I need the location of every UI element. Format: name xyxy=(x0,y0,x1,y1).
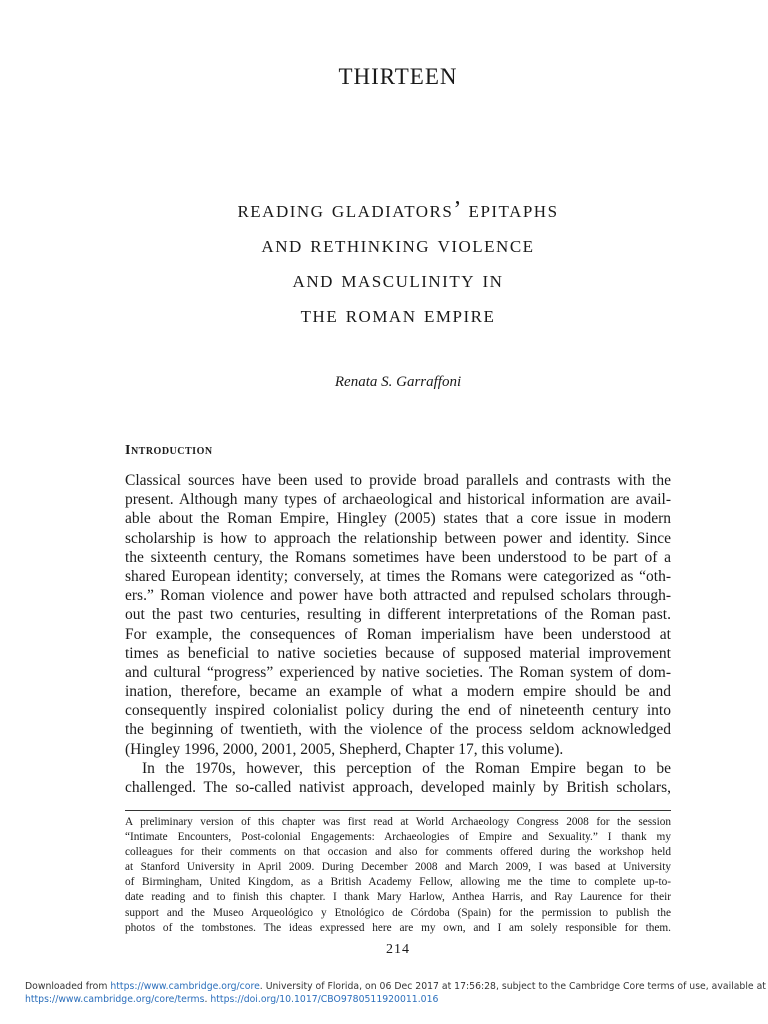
chapter-title-line: reading gladiators’ epitaphs xyxy=(237,197,559,223)
body-line: In the 1970s, however, this perception of the Roman Empire began to be xyxy=(142,759,671,777)
chapter-title-line: and rethinking violence xyxy=(261,232,535,258)
download-prefix: Downloaded from xyxy=(25,981,111,992)
body-line: out the past two centuries, resulting in different interpretations of the Roman past. xyxy=(125,606,671,624)
body-text xyxy=(125,471,671,797)
body-line: (Hingley 1996, 2000, 2001, 2005, Shepherd, Chapter 17, this volume). xyxy=(125,740,564,758)
body-line: times as beneficial to native societies because of supposed material improvement xyxy=(125,644,671,662)
body-line: the beginning of twentieth, with the violence of the process seldom acknowledged xyxy=(125,721,671,739)
body-line: present. Although many types of archaeological and historical information are avail- xyxy=(125,491,671,509)
footnote-rule xyxy=(125,810,671,811)
download-notice-line-1 xyxy=(25,980,766,993)
footnote-line: A preliminary version of this chapter was first read at World Archaeology Congress 2008 for the session xyxy=(125,816,671,828)
body-line: the sixteenth century, the Romans sometimes have been understood to be part of a xyxy=(125,548,671,566)
footnote-line: at Stanford University in April 2009. During December 2008 and March 2009, I was based at University xyxy=(125,861,671,874)
body-line: Classical sources have been used to provide broad parallels and contrasts with the xyxy=(125,472,671,489)
download-middle: . University of Florida, on 06 Dec 2017 at 17:56:28, subject to the Cambridge Core terms of use, available at xyxy=(259,981,766,992)
chapter-title-line: and masculinity in xyxy=(292,267,504,293)
body-line: ers.” Roman violence and power have both attracted and repulsed scholars through- xyxy=(125,587,671,605)
body-line: shared European identity; conversely, at times the Romans were categorized as “oth- xyxy=(125,567,671,585)
footnote-line: colleagues for their comments on that occasion and also for comments offered during the workshop held xyxy=(125,846,671,859)
footnote xyxy=(125,815,671,936)
chapter-number: THIRTEEN xyxy=(338,64,458,89)
footnote-line: date reading and to finish this chapter. I thank Mary Harlow, Anthea Harris, and Ray Laurence for their xyxy=(125,891,671,904)
section-heading: Introduction xyxy=(125,443,213,458)
download-sep: . xyxy=(204,994,211,1005)
cambridge-core-link[interactable]: https://www.cambridge.org/core xyxy=(110,981,260,992)
footnote-line: “Intimate Encounters, Post-colonial Engagements: Archaeologies of Empire and Sexuality.” I thank my xyxy=(125,831,671,844)
chapter-title-line: the roman empire xyxy=(300,302,496,328)
body-line: challenged. The so-called nativist approach, developed mainly by British scholars, xyxy=(125,779,671,796)
author-name: Renata S. Garraffoni xyxy=(334,374,462,390)
body-line: ination, therefore, became an example of what a modern empire should be and xyxy=(125,683,671,701)
footnote-line: of Birmingham, United Kingdom, as a British Academy Fellow, allowing me the time to complete up-to- xyxy=(125,876,671,889)
download-notice-line-2 xyxy=(25,993,745,1006)
chapter-title xyxy=(0,193,768,333)
body-line: and cultural “progress” experienced by native societies. The Roman system of dom- xyxy=(125,663,671,681)
doi-link[interactable]: https://doi.org/10.1017/CBO9780511920011.016 xyxy=(210,994,439,1005)
body-line: For example, the consequences of Roman imperialism have been understood at xyxy=(125,625,671,643)
terms-link[interactable]: https://www.cambridge.org/core/terms xyxy=(25,994,205,1005)
body-line: consequently inspired colonialist policy during the end of nineteenth century into xyxy=(125,702,671,720)
footnote-line: photos of the tombstones. The ideas expressed here are my own, and I am solely responsible for them. xyxy=(125,921,671,934)
body-line: able about the Roman Empire, Hingley (2005) states that a core issue in modern xyxy=(125,510,671,528)
download-notice xyxy=(25,980,766,1006)
footnote-line: support and the Museo Arqueológico y Etnológico de Córdoba (Spain) for the permission to publish the xyxy=(125,906,671,919)
body-line: scholarship is how to approach the relationship between power and identity. Since xyxy=(125,529,671,547)
page-number: 214 xyxy=(386,942,410,957)
